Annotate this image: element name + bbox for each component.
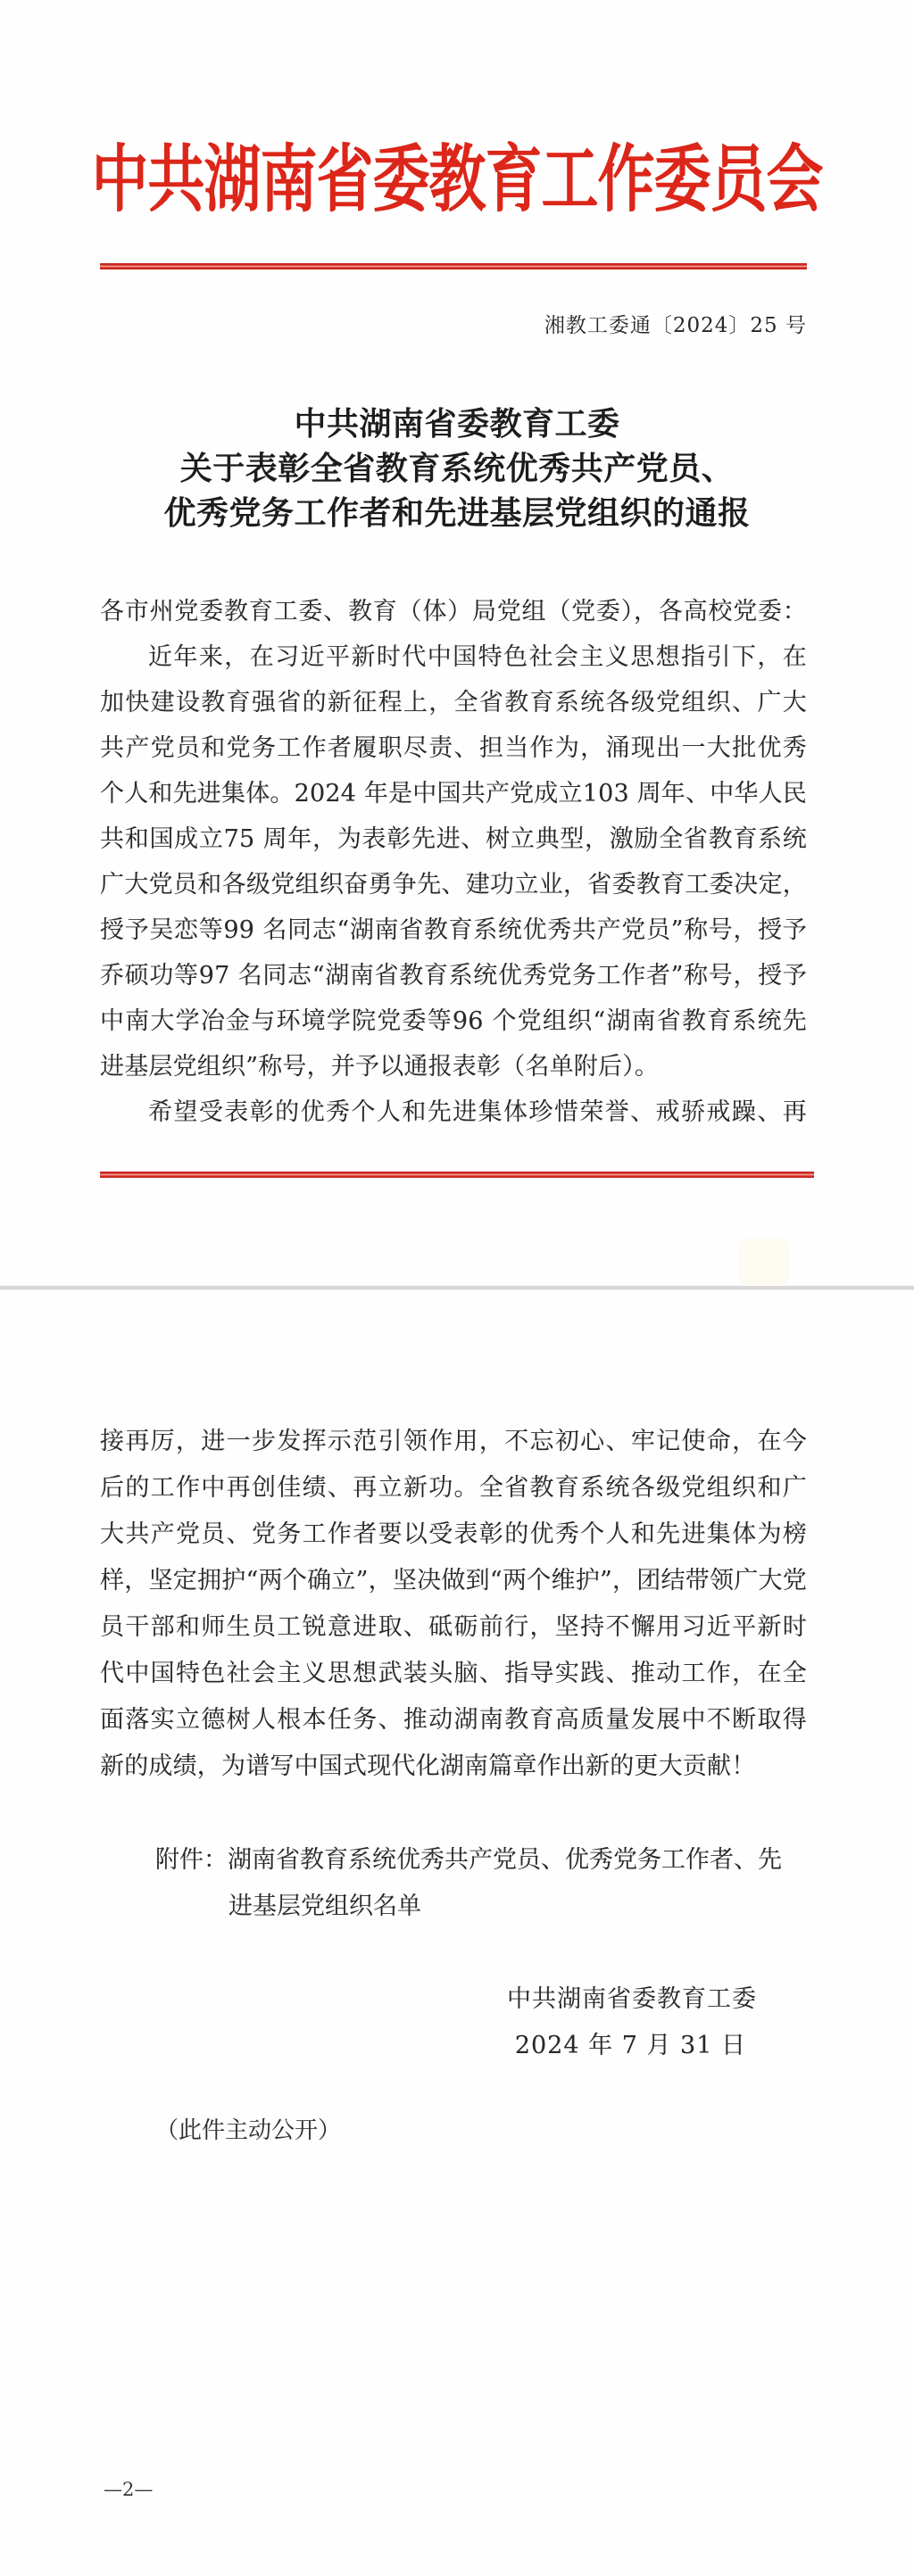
page-divider: [0, 1286, 914, 1289]
body-line: 共产党员和党务工作者履职尽责、担当作为，涌现出一大批优秀: [100, 734, 807, 762]
body-line: 员干部和师生员工锐意进取、砥砺前行，坚持不懈用习近平新时: [100, 1613, 807, 1641]
signature-org: 中共湖南省委教育工委: [507, 1985, 757, 2013]
body-line: 样，坚定拥护“两个确立”，坚决做到“两个维护”，团结带领广大党: [100, 1567, 807, 1594]
body-line: 接再厉，进一步发挥示范引领作用，不忘初心、牢记使命，在今: [100, 1428, 807, 1455]
masthead-rule: [100, 263, 807, 269]
signature-block: [100, 1976, 807, 2069]
body-line: 面落实立德树人根本任务、推动湖南教育高质量发展中不断取得: [100, 1706, 807, 1734]
body-line: 新的成绩，为谱写中国式现代化湖南篇章作出新的更大贡献！: [100, 1752, 756, 1780]
body-line: 各市州党委教育工委、教育（体）局党组（党委），各高校党委：: [100, 598, 807, 625]
body-line: 授予吴恋等99 名同志“湖南省教育系统优秀共产党员”称号，授予: [100, 916, 807, 944]
masthead-title: 中共湖南省委教育工作委员会: [91, 137, 823, 223]
body-line: 中南大学冶金与环境学院党委等96 个党组织“湖南省教育系统先: [100, 1007, 807, 1035]
page-number: —2—: [104, 2479, 154, 2500]
signature-date: 2024 年 7 月 31 日: [514, 2032, 746, 2059]
body-line: 进基层党组织”称号，并予以通报表彰（名单附后）。: [100, 1053, 660, 1081]
body-line: 后的工作中再创佳绩、再立新功。全省教育系统各级党组织和广: [100, 1474, 807, 1502]
body-line: 大共产党员、党务工作者要以受表彰的优秀个人和先进集体为榜: [100, 1520, 807, 1548]
body-line: 加快建设教育强省的新征程上，全省教育系统各级党组织、广大: [100, 689, 807, 716]
body-line: 乔硕功等97 名同志“湖南省教育系统优秀党务工作者”称号，授予: [100, 962, 807, 990]
document-number: 湘教工委通〔2024〕25 号: [544, 314, 807, 337]
document-title-line: 中共湖南省委教育工委: [294, 405, 620, 443]
scan-artifact: [739, 1238, 789, 1285]
attachment-line: 附件：湖南省教育系统优秀共产党员、优秀党务工作者、先: [155, 1846, 782, 1874]
body-line: 代中国特色社会主义思想武装头脑、指导实践、推动工作，在全: [100, 1660, 807, 1687]
body-line: 个人和先进集体。2024 年是中国共产党成立103 周年、中华人民: [100, 780, 808, 808]
document-title-line: 优秀党务工作者和先进基层党组织的通报: [163, 494, 751, 532]
document-title: [0, 402, 914, 535]
attachment-line: 进基层党组织名单: [228, 1893, 421, 1920]
disclosure-note: （此件主动公开）: [155, 2117, 342, 2144]
body-page1: [100, 589, 807, 1135]
body-page2: [100, 1419, 807, 1790]
document-title-line: 关于表彰全省教育系统优秀共产党员、: [179, 450, 735, 487]
body-line: 希望受表彰的优秀个人和先进集体珍惜荣誉、戒骄戒躁、再: [148, 1098, 807, 1126]
attachment-note: [100, 1837, 814, 1930]
body-line: 近年来，在习近平新时代中国特色社会主义思想指引下，在: [148, 643, 807, 671]
footer-rule: [100, 1172, 814, 1178]
body-line: 共和国成立75 周年，为表彰先进、树立典型，激励全省教育系统: [100, 825, 807, 853]
body-line: 广大党员和各级党组织奋勇争先、建功立业，省委教育工委决定，: [100, 871, 807, 899]
